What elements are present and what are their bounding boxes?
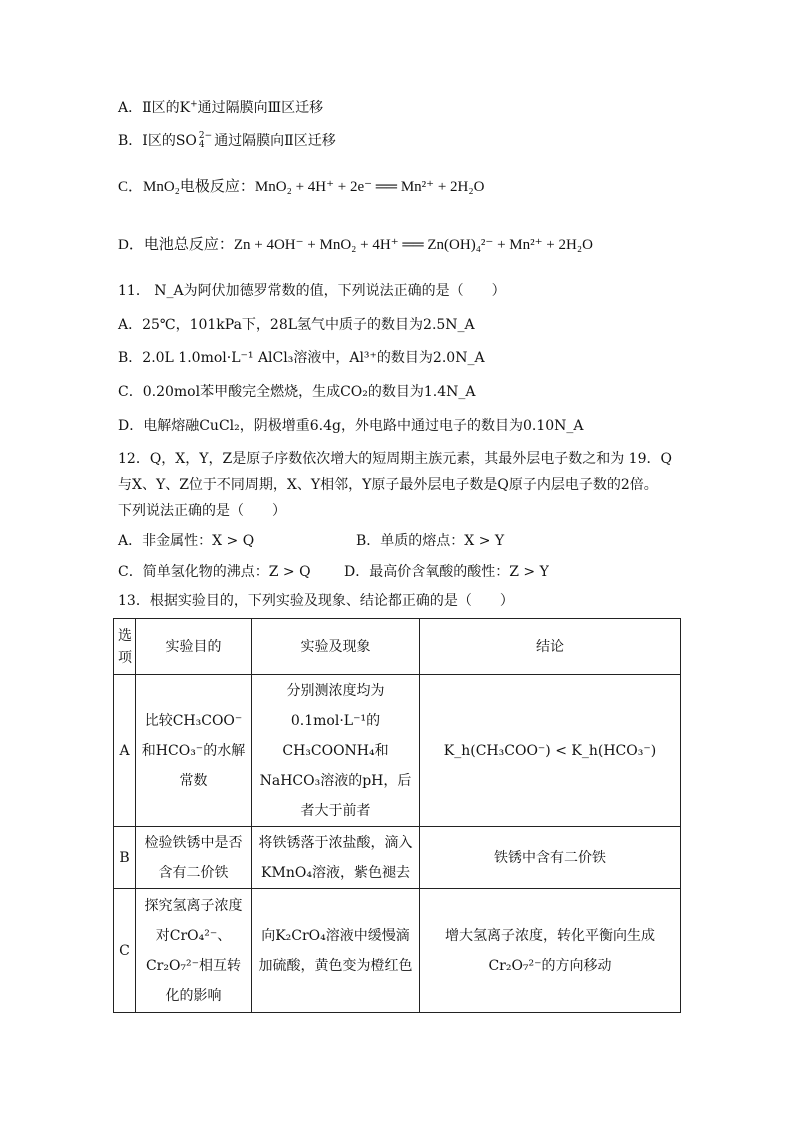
q10-option-c: C．MnO₂电极反应：MnO₂ + 4H⁺ + 2e⁻ ══ Mn²⁺ + 2H₂O: [118, 179, 485, 195]
row-option: A: [114, 675, 136, 827]
q12-stem-line2: 与X、Y、Z位于不同周期，X、Y相邻，Y原子最外层电子数是Q原子内层电子数的2倍。: [118, 477, 658, 493]
row-procedure: 将铁锈落于浓盐酸，滴入KMnO₄溶液，紫色褪去: [252, 827, 420, 889]
q12-option-a: A．非金属性：X > Q: [118, 533, 255, 549]
row-purpose: 探究氢离子浓度对CrO₄²⁻、Cr₂O₇²⁻相互转化的影响: [136, 889, 252, 1013]
q11-stem: 11． N_A为阿伏加德罗常数的值，下列说法正确的是（ ）: [118, 283, 506, 299]
q12-option-c: C．简单氢化物的沸点：Z > Q: [118, 564, 311, 580]
q11-option-c: C．0.20mol苯甲酸完全燃烧，生成CO₂的数目为1.4N_A: [118, 384, 476, 400]
q10-option-b: B．Ⅰ区的SO 2− 4 通过隔膜向Ⅱ区迁移: [118, 131, 336, 150]
q12-option-b: B．单质的熔点：X > Y: [356, 533, 505, 549]
header-purpose: 实验目的: [136, 619, 252, 675]
q12-option-d: D．最高价含氧酸的酸性：Z > Y: [344, 564, 549, 580]
table-row: [114, 827, 681, 889]
q11-option-b: B．2.0L 1.0mol·L⁻¹ AlCl₃溶液中，Al³⁺的数目为2.0N_A: [118, 350, 485, 366]
row-purpose: 检验铁锈中是否含有二价铁: [136, 827, 252, 889]
row-procedure: 向K₂CrO₄溶液中缓慢滴加硫酸，黄色变为橙红色: [252, 889, 420, 1013]
row-option: B: [114, 827, 136, 889]
header-procedure: 实验及现象: [252, 619, 420, 675]
row-option: C: [114, 889, 136, 1013]
table-header-row: [114, 619, 681, 675]
q11-option-d: D．电解熔融CuCl₂，阴极增重6.4g，外电路中通过电子的数目为0.10N_A: [118, 418, 584, 434]
q13-stem: 13．根据实验目的，下列实验及现象、结论都正确的是（ ）: [118, 593, 514, 609]
table-row: [114, 889, 681, 1013]
row-conclusion: 铁锈中含有二价铁: [420, 827, 681, 889]
table-row: [114, 675, 681, 827]
row-procedure: 分别测浓度均为0.1mol·L⁻¹的CH₃COONH₄和NaHCO₃溶液的pH，后者大于前者: [252, 675, 420, 827]
q12-stem-line3: 下列说法正确的是（ ）: [118, 503, 286, 519]
row-purpose: 比较CH₃COO⁻和HCO₃⁻的水解常数: [136, 675, 252, 827]
q10-option-d: D．电池总反应：Zn + 4OH⁻ + MnO₂ + 4H⁺ ══ Zn(OH)₄²⁻ + Mn²⁺ + 2H₂O: [118, 237, 593, 253]
header-option: 选项: [114, 619, 136, 675]
q10-option-a: A．Ⅱ区的K+通过隔膜向Ⅲ区迁移: [118, 99, 324, 116]
experiment-table: [113, 618, 681, 1013]
header-conclusion: 结论: [420, 619, 681, 675]
q12-stem-line1: 12．Q，X，Y，Z是原子序数依次增大的短周期主族元素，其最外层电子数之和为 19．Q: [118, 451, 672, 467]
q11-option-a: A．25℃，101kPa下，28L氢气中质子的数目为2.5N_A: [118, 317, 475, 333]
row-conclusion: 增大氢离子浓度，转化平衡向生成Cr₂O₇²⁻的方向移动: [420, 889, 681, 1013]
row-conclusion: K_h(CH₃COO⁻) < K_h(HCO₃⁻): [420, 675, 681, 827]
